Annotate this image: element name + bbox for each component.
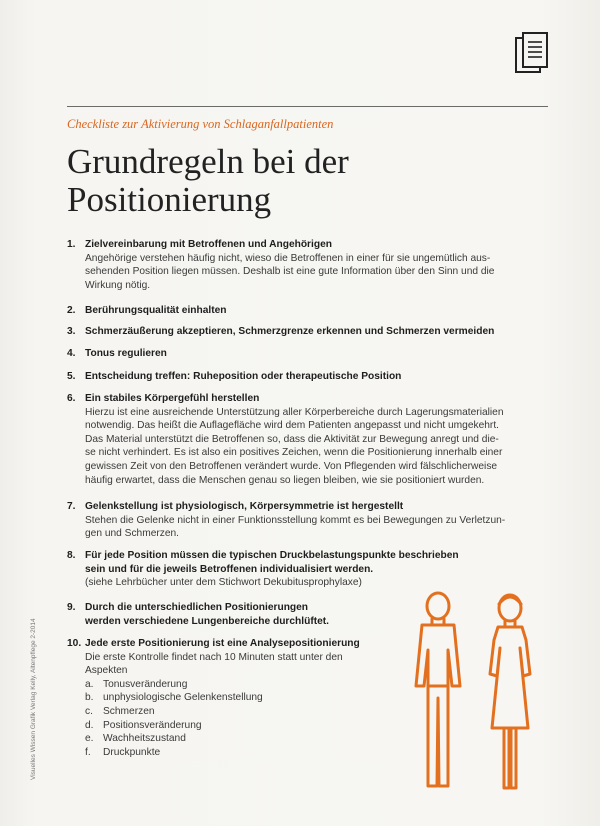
item-number: 4. <box>67 348 76 359</box>
item-heading: Entscheidung treffen: Ruheposition oder therapeutische Position <box>85 371 402 382</box>
header-rule <box>67 106 548 107</box>
item-number: 7. <box>67 501 76 512</box>
item-body-line: Die erste Kontrolle findet nach 10 Minuten statt unter den <box>85 651 343 663</box>
item-number: 2. <box>67 305 76 316</box>
item-body-line: se nicht verhindert. Es ist also ein positives Zeichen, wenn die Positionierung innerhalb einer <box>85 447 503 459</box>
item-heading: Durch die unterschiedlichen Positionierungen <box>85 602 309 613</box>
item-number: 5. <box>67 371 76 382</box>
item-heading: Berührungsqualität einhalten <box>85 305 227 316</box>
aspect-text: Druckpunkte <box>103 746 161 758</box>
item-number: 9. <box>67 602 76 613</box>
item-heading: Für jede Position müssen die typischen Druckbelastungspunkte beschrieben <box>85 550 459 561</box>
item-heading: Schmerzäußerung akzeptieren, Schmerzgrenze erkennen und Schmerzen vermeiden <box>85 326 495 337</box>
document-subtitle: Checkliste zur Aktivierung von Schlaganfallpatienten <box>67 117 334 131</box>
aspect-text: Schmerzen <box>103 705 155 717</box>
title-line-1: Grundregeln bei der <box>67 142 349 181</box>
item-body-line: Angehörige verstehen häufig nicht, wieso die Betroffenen in einer für sie ungemütlich aus- <box>85 252 491 264</box>
aspect-text: Positionsveränderung <box>103 719 202 731</box>
item-heading: Zielvereinbarung mit Betroffenen und Angehörigen <box>85 239 332 250</box>
item-body-line: Hierzu ist eine ausreichende Unterstützung aller Körperbereiche durch Lagerungsmaterialien <box>85 406 504 418</box>
list-item-3 <box>67 325 555 339</box>
item-heading: Ein stabiles Körpergefühl herstellen <box>85 393 260 404</box>
list-item-7 <box>67 500 555 541</box>
item-heading: Gelenkstellung ist physiologisch, Körpersymmetrie ist hergestellt <box>85 501 404 512</box>
list-item-6 <box>67 392 555 487</box>
item-number: 10. <box>67 638 82 649</box>
aspect-letter: c. <box>85 705 93 717</box>
item-number: 6. <box>67 393 76 404</box>
aspect-letter: f. <box>85 746 91 758</box>
item-heading: Tonus regulieren <box>85 348 167 359</box>
aspect-letter: a. <box>85 678 94 690</box>
aspect-text: Wachheitszustand <box>103 733 186 745</box>
aspect-letter: b. <box>85 692 94 704</box>
document-icon <box>514 32 550 80</box>
item-heading-continued: sein und für die jeweils Betroffenen individualisiert werden. <box>85 563 374 575</box>
item-body-line: (siehe Lehrbücher unter dem Stichwort Dekubitusprophylaxe) <box>85 577 362 589</box>
item-body-line: Das Material unterstützt die Betroffenen so, dass die Aktivität zur Bewegung anregt und die- <box>85 433 499 445</box>
aspect-letter: d. <box>85 719 94 731</box>
list-item-2 <box>67 304 555 318</box>
title-line-2: Positionierung <box>67 180 272 219</box>
aspect-text: unphysiologische Gelenkenstellung <box>103 692 263 704</box>
list-item-1 <box>67 238 555 292</box>
item-body-line: gewissen Zeit von den Betroffenen verändert wurde. Von Pflegenden wird fälschlicherweise <box>85 460 498 472</box>
item-heading-continued: werden verschiedene Lungenbereiche durchlüftet. <box>85 615 329 627</box>
aspect-letter: e. <box>85 733 94 745</box>
item-number: 1. <box>67 239 76 250</box>
page-title <box>67 143 487 219</box>
item-number: 8. <box>67 550 76 561</box>
item-body-line: Wirkung nötig. <box>85 279 151 291</box>
item-body-line: notwendig. Das heißt die Auflagefläche wird dem Patienten angepasst und nicht umgekehrt. <box>85 420 499 432</box>
item-number: 3. <box>67 326 76 337</box>
item-body-line: Stehen die Gelenke nicht in einer Funktionsstellung kommt es bei Bewegungen zu Verletzun- <box>85 514 506 526</box>
item-body-line: sehenden Position liegen müssen. Deshalb ist eine gute Information über den Sinn und die <box>85 266 495 278</box>
item-heading: Jede erste Positionierung ist eine Analysepositionierung <box>85 638 360 649</box>
aspect-text: Tonusveränderung <box>103 678 188 690</box>
man-woman-figure-icon <box>398 578 578 798</box>
list-item-5 <box>67 370 555 384</box>
item-body-line: häufig erwartet, dass die Menschen genau so liegen bleiben, wie sie positioniert wurden. <box>85 474 485 486</box>
list-item-4 <box>67 347 555 361</box>
item-body-line: Aspekten <box>85 665 128 677</box>
item-body-line: gen und Schmerzen. <box>85 528 180 540</box>
copyright-side-note: Visuelles Wissen Grafik Verlag Kelly, Altenpflege 2-2014 <box>30 618 37 780</box>
